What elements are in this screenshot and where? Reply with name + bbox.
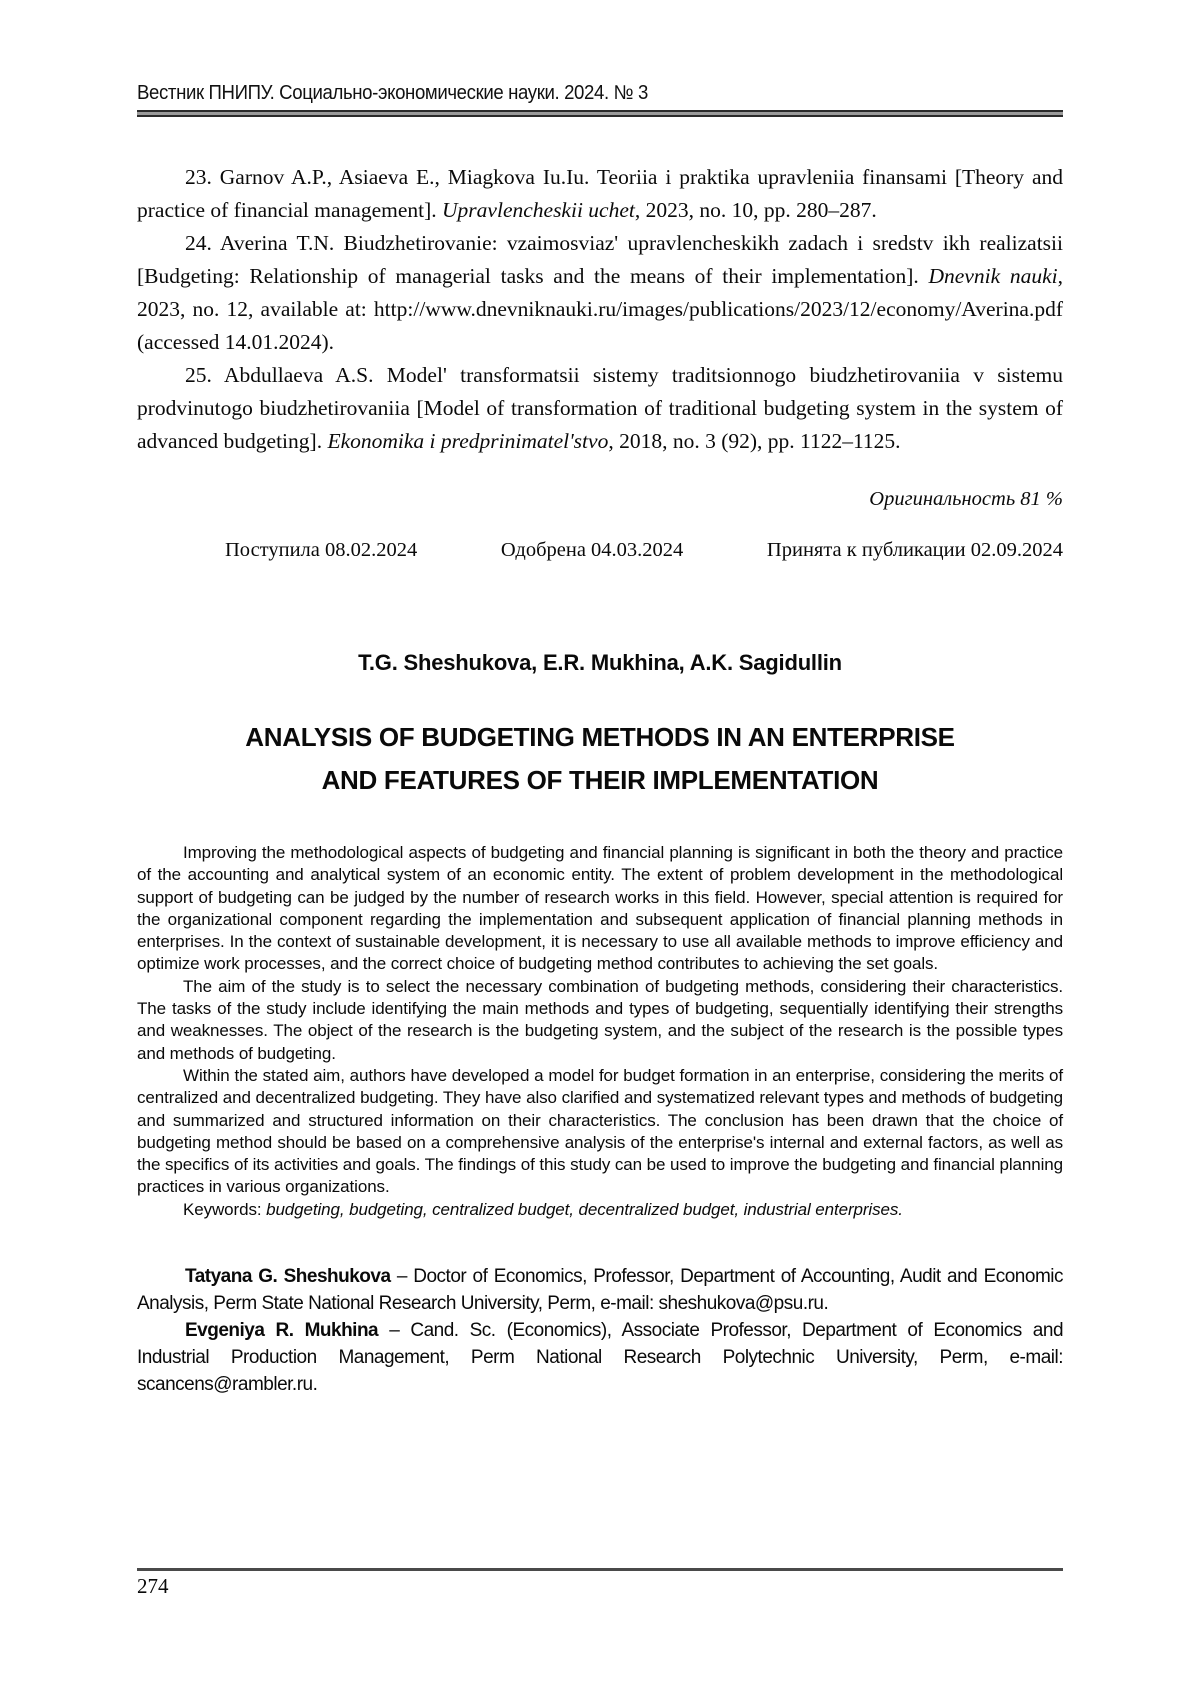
reference-item-23	[137, 161, 1063, 227]
reference-journal-italic: Dnevnik nauki	[928, 264, 1058, 288]
date-received: Поступила 08.02.2024	[225, 539, 418, 561]
reference-list	[137, 161, 1063, 458]
keywords-label: Keywords:	[183, 1199, 267, 1219]
page-number: 274	[137, 1574, 169, 1598]
reference-journal-italic: Upravlencheskii uchet	[442, 198, 635, 222]
author-bios	[137, 1263, 1063, 1398]
article-title-line1: ANALYSIS OF BUDGETING METHODS IN AN ENTERPRISE	[245, 722, 955, 752]
footer-rule	[137, 1568, 1063, 1571]
author-bio-name: Evgeniya R. Mukhina	[185, 1320, 379, 1342]
date-accepted: Принята к публикации 02.09.2024	[766, 539, 1063, 561]
author-bio-text: – Doctor of Economics, Professor, Department of Accounting, Audit and Economic Analysis, Perm State National Research University, Perm, e-mail: sheshukova@psu.ru.	[137, 1266, 1063, 1315]
originality-note: Оригинальность 81 %	[869, 488, 1063, 510]
article-title	[137, 716, 1063, 802]
abstract-paragraph-2: The aim of the study is to select the necessary combination of budgeting methods, considering their characteristics. The tasks of the study include identifying the main methods and types of budgeting, sequentially identifying their strengths and weaknesses. The object of the research is the budgeting system, and the subject of the research is the possible types and methods of budgeting.	[137, 976, 1063, 1063]
page-content	[137, 82, 1063, 1398]
reference-text: , 2023, no. 10, pp. 280–287.	[634, 198, 877, 222]
author-bio-text: – Cand. Sc. (Economics), Associate Professor, Department of Economics and Industrial Production Management, Perm National Research Polytechnic University, Perm, e-mail: scancens@rambler.ru.	[137, 1320, 1064, 1396]
reference-item-24	[137, 227, 1063, 359]
reference-text: , 2023, no. 12, available at: http://www.dnevniknauki.ru/images/publications/2023/12/economy/Averina.pdf (accessed 14.01.2024).	[137, 264, 1063, 354]
author-bio-sheshukova	[137, 1263, 1063, 1317]
page-footer	[137, 1568, 1063, 1599]
article-title-line2: AND FEATURES OF THEIR IMPLEMENTATION	[321, 765, 879, 795]
reference-text: 24. Averina T.N. Biudzhetirovanie: vzaimosviaz' upravlencheskikh zadach i sredstv ikh realizatsii [Budgeting: Relationship of managerial tasks and the means of their implementation].	[137, 231, 1063, 288]
reference-text: 25. Abdullaeva A.S. Model' transformatsii sistemy traditsionnogo biudzhetirovaniia v sistemu prodvinutogo biudzhetirovaniia [Model of transformation of traditional budgeting system in the system of advanced budgeting].	[137, 363, 1063, 453]
author-bio-name: Tatyana G. Sheshukova	[185, 1266, 391, 1288]
reference-text: 23. Garnov A.P., Asiaeva E., Miagkova Iu.Iu. Teoriia i praktika upravleniia finansami [Theory and practice of financial management].	[137, 165, 1063, 222]
keywords-list: budgeting, budgeting, centralized budget, decentralized budget, industrial enterprises.	[266, 1199, 903, 1219]
keywords-line	[137, 1199, 1063, 1221]
reference-journal-italic: Ekonomika i predprinimatel'stvo	[327, 429, 609, 453]
header-double-rule	[137, 110, 1063, 117]
date-approved: Одобрена 04.03.2024	[500, 539, 684, 561]
abstract	[137, 842, 1063, 1221]
author-bio-mukhina	[137, 1317, 1063, 1398]
submission-dates	[137, 539, 1063, 562]
reference-text: , 2018, no. 3 (92), pp. 1122–1125.	[608, 429, 901, 453]
reference-item-25	[137, 359, 1063, 458]
abstract-paragraph-3: Within the stated aim, authors have developed a model for budget formation in an enterprise, considering the merits of centralized and decentralized budgeting. They have also clarified and systematized relevant types and methods of budgeting and summarized and structured information on their characteristics. The conclusion has been drawn that the choice of budgeting method should be based on a comprehensive analysis of the enterprise's internal and external factors, as well as the specifics of its activities and goals. The findings of this study can be used to improve the budgeting and financial planning practices in various organizations.	[137, 1065, 1063, 1197]
article-authors: T.G. Sheshukova, E.R. Mukhina, A.K. Sagidullin	[358, 650, 842, 675]
abstract-paragraph-1: Improving the methodological aspects of budgeting and financial planning is significant in both the theory and practice of the accounting and analytical system of an economic entity. The extent of problem development in the methodological support of budgeting can be judged by the number of research works in this field. However, special attention is required for the organizational component regarding the implementation and subsequent application of financial planning methods in enterprises. In the context of sustainable development, it is necessary to use all available methods to improve efficiency and optimize work processes, and the correct choice of budgeting method contributes to achieving the set goals.	[137, 843, 1063, 974]
running-head: Вестник ПНИПУ. Социально-экономические науки. 2024. № 3	[137, 82, 648, 104]
